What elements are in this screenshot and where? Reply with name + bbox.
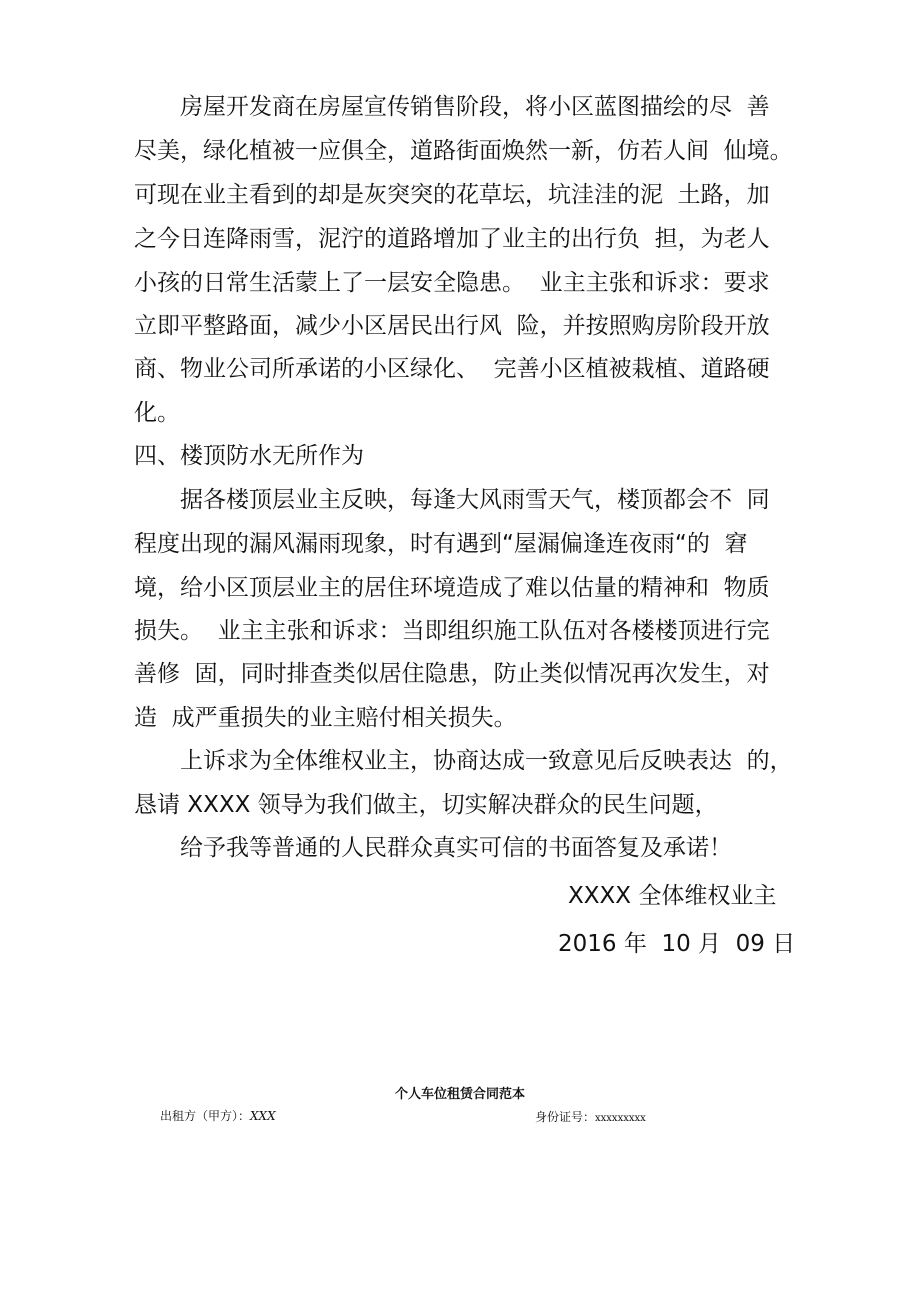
paragraph-line: 造 成严重损失的业主赔付相关损失。 — [134, 705, 517, 731]
contract-title: 个人车位租赁合同范本 — [394, 1087, 525, 1102]
paragraph-line: 善修 固，同时排查类似居住隐患，防止类似情况再次发生，对 — [134, 661, 770, 687]
paragraph-line: 恳请 XXXX 领导为我们做主，切实解决群众的民生问题， — [134, 792, 718, 818]
paragraph-line: 给予我等普通的人民群众真实可信的书面答复及承诺！ — [180, 835, 732, 861]
signature: XXXX 全体维权业主 — [568, 883, 777, 909]
paragraph-line: 之今日连降雨雪，泥泞的道路增加了业主的出行负 担，为老人 — [134, 226, 770, 252]
paragraph-line: 小孩的日常生活蒙上了一层安全隐患。 业主主张和诉求：要求 — [134, 270, 770, 296]
paragraph-line: 据各楼顶层业主反映，每逢大风雨雪天气，楼顶都会不 同 — [180, 487, 770, 513]
paragraph-line: 上诉求为全体维权业主，协商达成一致意见后反映表达 的， — [180, 748, 793, 774]
paragraph-line: 程度出现的漏风漏雨现象，时有遇到“屋漏偏逢连夜雨“的 窘 — [134, 531, 748, 557]
paragraph-line: 立即平整路面，减少小区居民出行风 险，并按照购房阶段开放 — [134, 313, 770, 339]
id-number-value: xxxxxxxxx — [595, 1113, 646, 1124]
paragraph-line: 境，给小区顶层业主的居住环境造成了难以估量的精神和 物质 — [134, 575, 770, 601]
signature-date: 2016 年 10 月 09 日 — [558, 931, 796, 957]
paragraph-line: 房屋开发商在房屋宣传销售阶段，将小区蓝图描绘的尽 善 — [180, 94, 770, 120]
id-number-field — [535, 1109, 646, 1127]
lessor-label: 出租方（甲方）： — [160, 1109, 251, 1123]
paragraph-line: 尽美，绿化植被一应俱全，道路街面焕然一新，仿若人间 仙境。 — [134, 138, 793, 164]
lessor-value: XXX — [250, 1109, 276, 1123]
paragraph-line: 可现在业主看到的却是灰突突的花草坛，坑洼洼的泥 土路，加 — [134, 182, 770, 208]
id-number-label: 身份证号： — [535, 1110, 596, 1124]
paragraph-line: 化。 — [134, 400, 180, 426]
paragraph-line: 商、物业公司所承诺的小区绿化、 完善小区植被栽植、道路硬 — [134, 356, 770, 382]
paragraph-line: 损失。 业主主张和诉求：当即组织施工队伍对各楼楼顶进行完 — [134, 618, 770, 644]
lessor-field — [160, 1108, 276, 1124]
section-heading: 四、楼顶防水无所作为 — [134, 443, 364, 469]
